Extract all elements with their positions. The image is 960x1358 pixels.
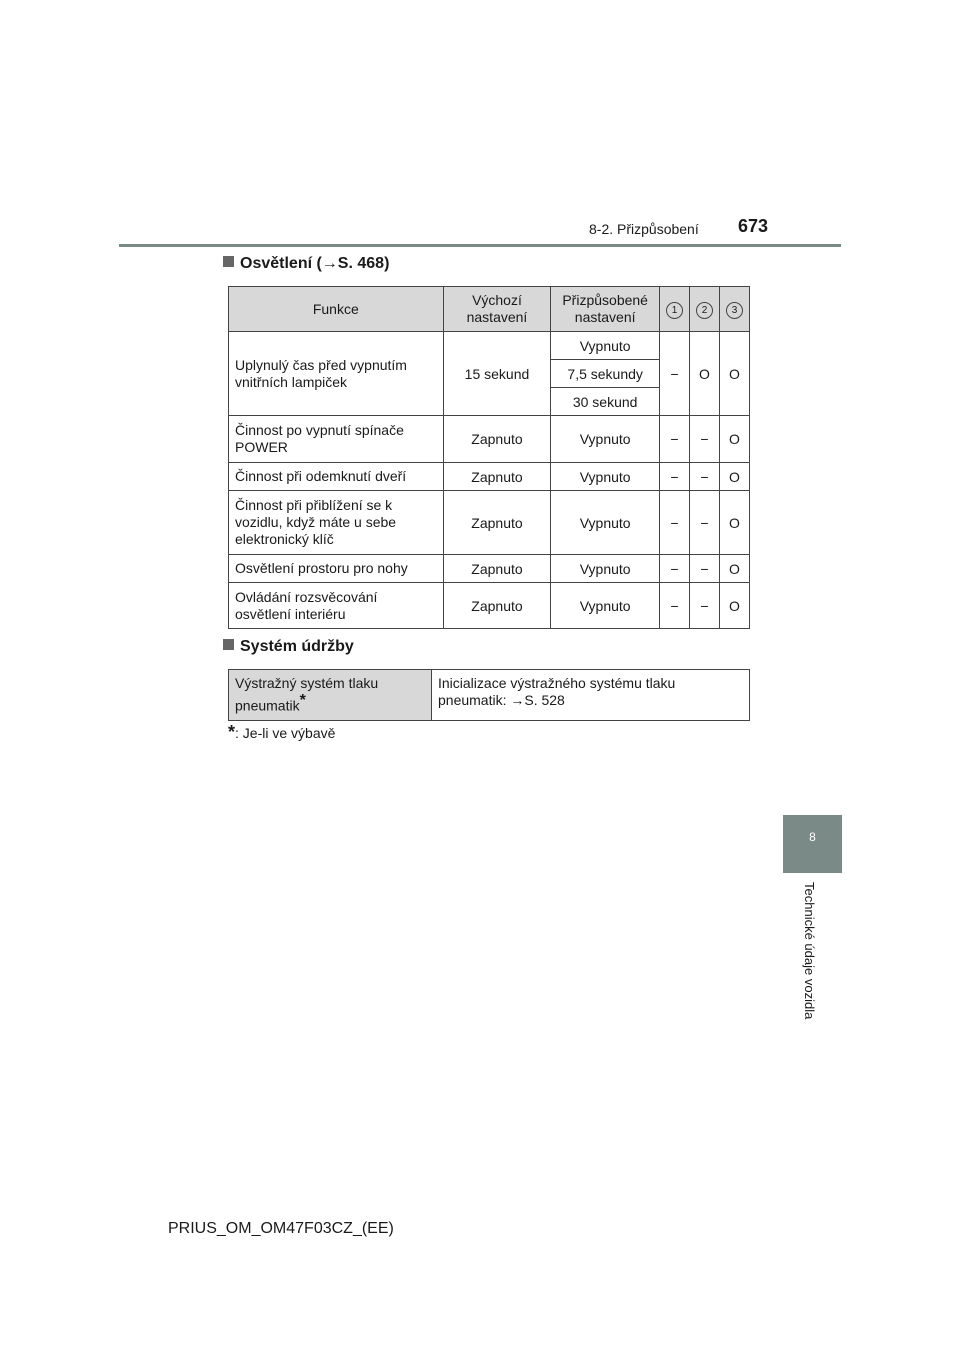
row-option: Vypnuto: [551, 463, 660, 491]
row-function: Činnost při přiblížení se k vozidlu, když máte u sebe elektronický klíč: [229, 491, 444, 555]
row-col-1: −: [659, 491, 689, 555]
circled-number-icon: 1: [666, 302, 683, 319]
circled-number-icon: 2: [696, 302, 713, 319]
table-row: [229, 555, 750, 583]
row-default: Zapnuto: [443, 555, 551, 583]
chapter-tab: 8: [783, 815, 842, 873]
page-number: 673: [738, 216, 769, 236]
row-col-2: −: [689, 555, 719, 583]
row-option: Vypnuto: [551, 583, 660, 629]
chapter-label: Technické údaje vozidla: [802, 882, 817, 1020]
square-bullet-icon: [223, 639, 234, 650]
header-section-title: 8-2. Přizpůsobení: [589, 221, 699, 237]
row-default: Zapnuto: [443, 463, 551, 491]
row-col-2: −: [689, 583, 719, 629]
footnote-asterisk: *: [228, 722, 236, 742]
circled-number-icon: 3: [726, 302, 743, 319]
row-col-1: −: [659, 463, 689, 491]
section-heading-lighting: Osvětlení (→S. 468): [223, 255, 389, 273]
header-rule: [119, 244, 841, 247]
tire-pressure-label: Výstražný systém tlaku pneumatik*: [229, 670, 432, 721]
row-col-1: −: [659, 416, 689, 463]
header-function: Funkce: [229, 287, 444, 332]
row-col-2: O: [689, 332, 719, 416]
row-col-2: −: [689, 416, 719, 463]
row-default: Zapnuto: [443, 491, 551, 555]
row-col-1: −: [659, 583, 689, 629]
tire-pressure-description: Inicializace výstražného systému tlaku pneumatik: →S. 528: [432, 670, 750, 721]
row-col-3: O: [719, 416, 749, 463]
table-row: [229, 583, 750, 629]
maintenance-table: [228, 669, 750, 721]
row-option: 7,5 sekundy: [551, 360, 660, 388]
row-option: Vypnuto: [551, 332, 660, 360]
table-row: [229, 416, 750, 463]
header-custom: Přizpůsobené nastavení: [551, 287, 660, 332]
row-col-3: O: [719, 583, 749, 629]
header-col-1: [659, 287, 689, 332]
table-row: [229, 463, 750, 491]
row-option: Vypnuto: [551, 416, 660, 463]
row-col-3: O: [719, 491, 749, 555]
table-header-row: [229, 287, 750, 332]
row-col-2: −: [689, 491, 719, 555]
row-function: Ovládání rozsvěcování osvětlení interiéru: [229, 583, 444, 629]
row-option: Vypnuto: [551, 491, 660, 555]
header-default: Výchozí nastavení: [443, 287, 551, 332]
square-bullet-icon: [223, 256, 234, 267]
row-col-3: O: [719, 332, 749, 416]
row-function: Činnost po vypnutí spínače POWER: [229, 416, 444, 463]
row-function: Uplynulý čas před vypnutím vnitřních lampiček: [229, 332, 444, 416]
row-option: 30 sekund: [551, 388, 660, 416]
row-col-2: −: [689, 463, 719, 491]
row-col-1: −: [659, 555, 689, 583]
table-row: [229, 332, 750, 360]
row-default: Zapnuto: [443, 583, 551, 629]
row-option: Vypnuto: [551, 555, 660, 583]
row-function: Osvětlení prostoru pro nohy: [229, 555, 444, 583]
row-function: Činnost při odemknutí dveří: [229, 463, 444, 491]
document-code: PRIUS_OM_OM47F03CZ_(EE): [168, 1220, 394, 1237]
header-col-3: [719, 287, 749, 332]
header-col-2: [689, 287, 719, 332]
row-col-3: O: [719, 463, 749, 491]
footnote: [228, 722, 335, 743]
table-row: [229, 670, 750, 721]
table-row: [229, 491, 750, 555]
row-default: 15 sekund: [443, 332, 551, 416]
lighting-table: [228, 286, 750, 629]
section-heading-maintenance: Systém údržby: [223, 638, 354, 656]
footnote-text: : Je-li ve výbavě: [235, 725, 336, 741]
row-default: Zapnuto: [443, 416, 551, 463]
row-col-3: O: [719, 555, 749, 583]
asterisk-mark: *: [299, 692, 306, 709]
row-col-1: −: [659, 332, 689, 416]
